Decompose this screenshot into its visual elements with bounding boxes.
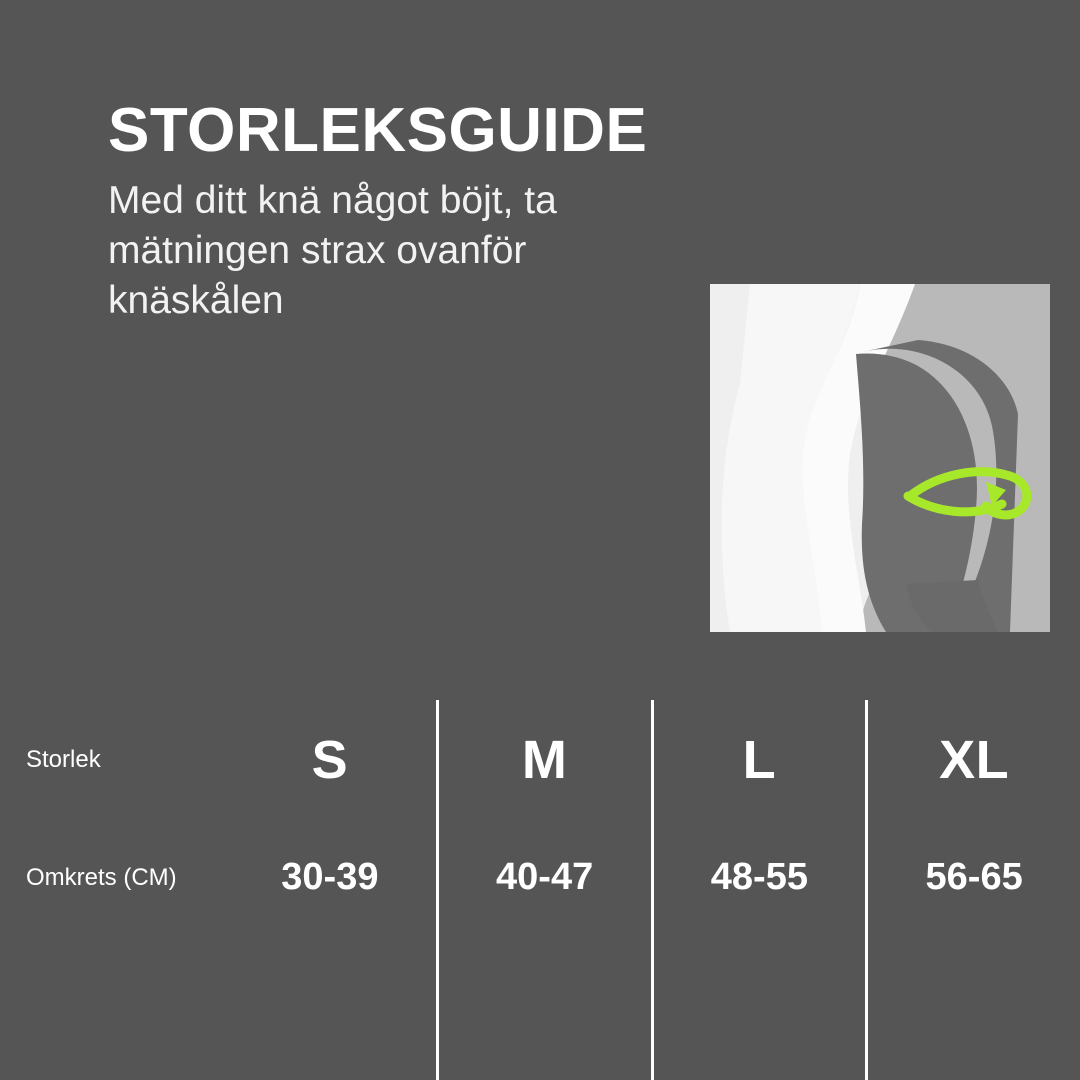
page-subtitle: Med ditt knä något böjt, ta mätningen strax ovanför knäskålen (108, 179, 557, 322)
tail-cell-s (224, 935, 436, 1080)
circumference-cell-xl (865, 820, 1080, 935)
size-cell-l (651, 700, 866, 820)
circumference-cell-l (651, 820, 866, 935)
page-title: STORLEKSGUIDE (108, 96, 648, 165)
tail-cell-xl (865, 935, 1080, 1080)
circumference-cells (224, 820, 1080, 935)
circumference-cell-m (436, 820, 651, 935)
table-row-sizes (0, 700, 1080, 820)
tail-cell-l (651, 935, 866, 1080)
tail-cell-m (436, 935, 651, 1080)
circumference-value-xl: 56-65 (925, 856, 1023, 898)
size-value-m: M (521, 730, 568, 790)
row-label-size (0, 700, 224, 820)
size-table (0, 700, 1080, 1080)
row-tail-label-spacer (0, 935, 224, 1080)
circumference-value-l: 48-55 (710, 856, 808, 898)
knee-measurement-illustration (710, 284, 1050, 632)
header (108, 96, 728, 326)
row-label-size-text: Storlek (26, 746, 101, 774)
circumference-value-m: 40-47 (496, 856, 594, 898)
table-row-circumference (0, 820, 1080, 935)
circumference-cell-s (224, 820, 436, 935)
row-label-circumference (0, 820, 224, 935)
row-label-circumference-text: Omkrets (CM) (26, 863, 177, 891)
size-cell-xl (865, 700, 1080, 820)
size-value-l: L (742, 730, 777, 790)
size-value-s: S (311, 730, 349, 790)
size-cells (224, 700, 1080, 820)
tail-cells (224, 935, 1080, 1080)
table-row-tail (0, 935, 1080, 1080)
size-cell-m (436, 700, 651, 820)
size-cell-s (224, 700, 436, 820)
size-value-xl: XL (939, 730, 1010, 790)
circumference-value-s: 30-39 (281, 856, 379, 898)
